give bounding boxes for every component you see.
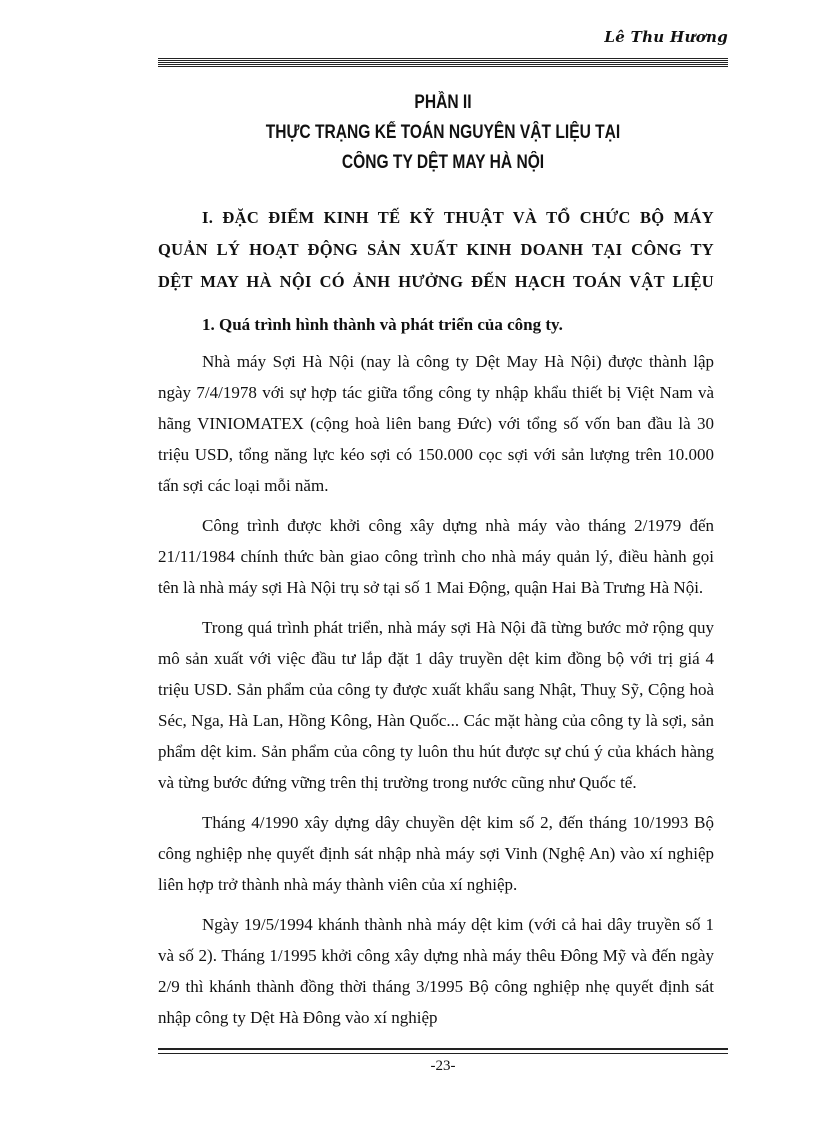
footer-rule	[158, 1048, 728, 1054]
section-heading-line-3: DỆT MAY HÀ NỘI CÓ ẢNH HƯỞNG ĐẾN HẠCH TOÁN VẬT LIỆU	[158, 272, 714, 291]
paragraph-4: Tháng 4/1990 xây dựng dây chuyền dệt kim số 2, đến tháng 10/1993 Bộ công nghiệp nhẹ quyết định sát nhập nhà máy sợi Vinh (Nghệ An) vào xí nghiệp liên hợp trở thành nhà máy thành viên của xí nghiệp.	[158, 813, 714, 894]
paragraph-1: Nhà máy Sợi Hà Nội (nay là công ty Dệt May Hà Nội) được thành lập ngày 7/4/1978 với sự hợp tác giữa tổng công ty nhập khẩu thiết bị Việt Nam và hãng VINIOMATEX (cộng hoà liên bang Đức) với tổng số vốn ban đầu là 30 triệu USD, tổng năng lực kéo sợi có 150.000 cọc sợi với sản lượng trên 10.000 tấn sợi các loại mỗi năm.	[158, 352, 714, 495]
part-number: PHẦN II	[414, 92, 472, 113]
paragraph-2: Công trình được khởi công xây dựng nhà máy vào tháng 2/1979 đến 21/11/1984 chính thức bàn giao công trình cho nhà máy quản lý, điều hành gọi tên là nhà máy sợi Hà Nội trụ sở tại số 1 Mai Động, quận Hai Bà Trưng Hà Nội.	[158, 516, 714, 597]
author-name: Lê Thu Hương	[604, 28, 728, 46]
section-heading-line-1: I. ĐẶC ĐIỂM KINH TẾ KỸ THUẬT VÀ TỔ CHỨC BỘ MÁY	[202, 208, 714, 227]
paragraph-3: Trong quá trình phát triển, nhà máy sợi Hà Nội đã từng bước mở rộng quy mô sản xuất với việc đầu tư lắp đặt 1 dây truyền dệt kim đồng bộ với trị giá 4 triệu USD. Sản phẩm của công ty được xuất khẩu sang Nhật, Thuỵ Sỹ, Cộng hoà Séc, Nga, Hà Lan, Hồng Kông, Hàn Quốc... Các mặt hàng của công ty là sợi, sản phẩm dệt kim. Sản phẩm của công ty luôn thu hút được sự chú ý của khách hàng và từng bước đứng vững trên thị trường trong nước cũng như Quốc tế.	[158, 618, 714, 792]
header-rule	[158, 58, 728, 67]
body-text	[158, 346, 714, 1042]
page-number: -23-	[430, 1058, 456, 1074]
subsection-heading: 1. Quá trình hình thành và phát triển của công ty.	[202, 315, 563, 334]
part-title-line-1: THỰC TRẠNG KẾ TOÁN NGUYÊN VẬT LIỆU TẠI	[265, 122, 621, 143]
part-title-line-2: CÔNG TY DỆT MAY HÀ NỘI	[341, 152, 545, 173]
section-heading-line-2: QUẢN LÝ HOẠT ĐỘNG SẢN XUẤT KINH DOANH TẠI CÔNG TY	[158, 240, 714, 259]
paragraph-5: Ngày 19/5/1994 khánh thành nhà máy dệt kim (với cả hai dây truyền số 1 và số 2). Tháng 1/1995 khởi công xây dựng nhà máy thêu Đông Mỹ và đến ngày 2/9 thì khánh thành đồng thời tháng 3/1995 Bộ công nghiệp nhẹ quyết định sát nhập công ty Dệt Hà Đông vào xí nghiệp	[158, 915, 714, 1027]
